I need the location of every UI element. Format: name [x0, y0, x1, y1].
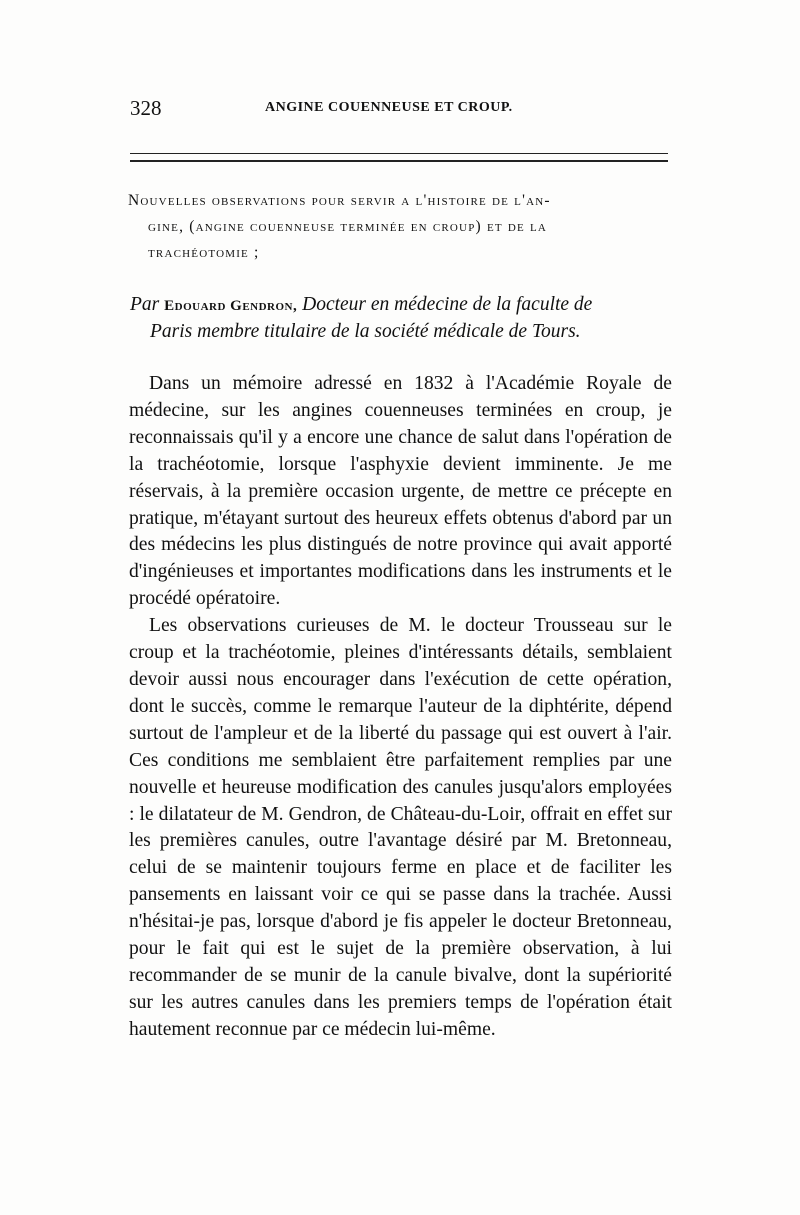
paragraph: Les observations curieuses de M. le docteur Trousseau sur le croup et la trachéotomie, pleines d'intéressants détails, semblaient devoir aussi nous encourager dans l'exécution de cette opération, dont le succès, comme le remarque l'auteur de la diphtérite, dépend surtout de l'ampleur et de la liberté du passage qui est ouvert à l'air. Ces conditions me semblaient être parfaitement remplies par une nouvelle et heureuse modification des canules jusqu'alors employées : le dilatateur de M. Gendron, de Château-du-Loir, offrait en effet sur les premières canules, outre l'avantage désiré par M. Bretonneau, celui de se maintenir toujours ferme en place et de faciliter les pansements en laissant voir ce qui se passe dans la trachée. Aussi n'hésitai-je pas, lorsque d'abord je fis appeler le docteur Bretonneau, pour le fait qui est le sujet de la première observation, à lui recommander de se munir de la canule bivalve, dont la supériorité sur les autres canules dans les premiers temps de l'opération était hautement reconnue par ce médecin lui-même.: [129, 615, 672, 1040]
heading-line-1: Nouvelles observations pour servir a l'histoire de l'an-: [128, 192, 551, 209]
heading-line-3: trachéotomie ;: [148, 244, 260, 261]
byline-author: Edouard Gendron,: [164, 298, 298, 314]
paragraph: Dans un mémoire adressé en 1832 à l'Académie Royale de médecine, sur les angines couenneuses terminées en croup, je reconnaissais qu'il y a encore une chance de salut dans l'opération de la trachéotomie, lorsque l'asphyxie devient imminente. Je me réservais, à la première occasion urgente, de mettre ce précepte en pratique, m'étayant surtout des heureux effets obtenus d'abord par un des médecins les plus distingués de notre province qui avait apporté d'ingénieuses et importantes modifications dans les instruments et le procédé opératoire.: [129, 373, 672, 610]
byline-affiliation-1: Docteur en médecine de la faculte de: [297, 294, 593, 315]
header-rule: [130, 153, 668, 162]
page-number: 328: [130, 96, 162, 120]
byline-prefix: Par: [130, 294, 165, 315]
byline-affiliation-2: Paris membre titulaire de la société médicale de Tours.: [150, 321, 581, 342]
byline: [130, 292, 672, 345]
running-title: ANGINE COUENNEUSE ET CROUP.: [265, 100, 513, 115]
heading-line-2: gine, (angine couenneuse terminée en croup) et de la: [148, 218, 548, 235]
section-heading: [128, 188, 673, 266]
body-text: [129, 371, 672, 1044]
running-head: [130, 96, 670, 126]
